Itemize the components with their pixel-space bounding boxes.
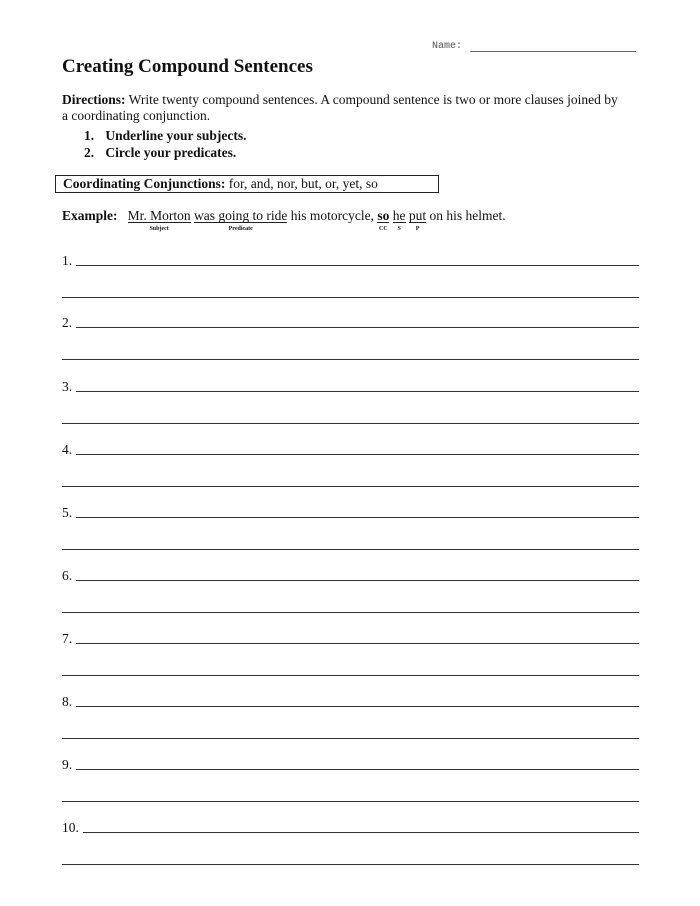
answer-line[interactable] [62, 314, 639, 330]
answer-rule[interactable] [76, 769, 639, 770]
s-tag: S [397, 226, 401, 232]
step-item [84, 127, 247, 144]
answer-continuation-line[interactable] [62, 473, 639, 489]
answer-rule[interactable] [76, 391, 639, 392]
step-item [84, 144, 247, 161]
conjunctions-list: for, and, nor, but, or, yet, so [228, 176, 378, 191]
example-subject [127, 208, 191, 232]
answer-continuation-line[interactable] [62, 346, 639, 362]
answer-line[interactable] [62, 504, 639, 520]
example-cc-text: so [377, 208, 390, 223]
step-number: 1. [84, 128, 95, 143]
answer-rule[interactable] [76, 580, 639, 581]
p-tag: P [415, 226, 420, 232]
line-number: 6. [62, 568, 73, 583]
example-middle: his motorcycle, [290, 208, 374, 223]
answer-rule[interactable] [83, 832, 639, 833]
subject-tag: Subject [149, 226, 169, 232]
example-cc [377, 208, 390, 232]
answer-line[interactable] [62, 819, 639, 835]
answer-rule[interactable] [62, 738, 639, 739]
answer-rule[interactable] [62, 801, 639, 802]
name-label: Name: [432, 41, 463, 52]
cc-tag: CC [379, 226, 388, 232]
answer-rule[interactable] [62, 359, 639, 360]
page-title: Creating Compound Sentences [62, 56, 313, 77]
answer-line[interactable] [62, 693, 639, 709]
answer-rule[interactable] [76, 454, 639, 455]
answer-line[interactable] [62, 441, 639, 457]
example-predicate [194, 208, 288, 232]
answer-continuation-line[interactable] [62, 788, 639, 804]
directions-text: Write twenty compound sentences. A compound sentence is two or more clauses joined by [128, 92, 618, 107]
answer-line[interactable] [62, 252, 639, 268]
answer-line[interactable] [62, 756, 639, 772]
steps-list [84, 127, 247, 161]
example-p-text: put [408, 208, 427, 223]
step-number: 2. [84, 145, 95, 160]
example-s [392, 208, 406, 232]
line-number: 9. [62, 757, 73, 772]
answer-continuation-line[interactable] [62, 536, 639, 552]
name-blank [470, 41, 636, 52]
line-number: 7. [62, 631, 73, 646]
answer-line[interactable] [62, 567, 639, 583]
example-subject-text: Mr. Morton [127, 208, 191, 223]
answer-rule[interactable] [76, 265, 639, 266]
answer-rule[interactable] [62, 864, 639, 865]
answer-rule[interactable] [76, 327, 639, 328]
answer-continuation-line[interactable] [62, 725, 639, 741]
example-predicate-text: was going to ride [194, 208, 288, 223]
directions-text-continued: a coordinating conjunction. [62, 108, 211, 123]
example-p [408, 208, 427, 232]
step-text: Circle your predicates. [105, 145, 237, 160]
answer-rule[interactable] [62, 612, 639, 613]
line-number: 4. [62, 442, 73, 457]
line-number: 5. [62, 505, 73, 520]
example-sentence [62, 208, 506, 232]
predicate-tag: Predicate [228, 226, 253, 232]
name-field [432, 41, 636, 52]
conjunctions-box [55, 175, 439, 193]
answer-rule[interactable] [62, 675, 639, 676]
answer-rule[interactable] [62, 549, 639, 550]
answer-rule[interactable] [76, 517, 639, 518]
answer-line[interactable] [62, 630, 639, 646]
answer-rule[interactable] [76, 643, 639, 644]
answer-continuation-line[interactable] [62, 851, 639, 867]
directions [62, 92, 652, 124]
conjunctions-label: Coordinating Conjunctions: [63, 176, 226, 191]
answer-rule[interactable] [62, 297, 639, 298]
directions-label: Directions: [62, 92, 126, 107]
answer-continuation-line[interactable] [62, 284, 639, 300]
line-number: 2. [62, 315, 73, 330]
answer-rule[interactable] [76, 706, 639, 707]
example-end: on his helmet. [429, 208, 506, 223]
line-number: 3. [62, 379, 73, 394]
line-number: 10. [62, 820, 79, 835]
example-label: Example: [62, 208, 118, 223]
line-number: 1. [62, 253, 73, 268]
answer-rule[interactable] [62, 423, 639, 424]
answer-rule[interactable] [62, 486, 639, 487]
answer-line[interactable] [62, 378, 639, 394]
step-text: Underline your subjects. [105, 128, 247, 143]
line-number: 8. [62, 694, 73, 709]
answer-continuation-line[interactable] [62, 599, 639, 615]
answer-continuation-line[interactable] [62, 410, 639, 426]
example-s-text: he [392, 208, 406, 223]
answer-continuation-line[interactable] [62, 662, 639, 678]
